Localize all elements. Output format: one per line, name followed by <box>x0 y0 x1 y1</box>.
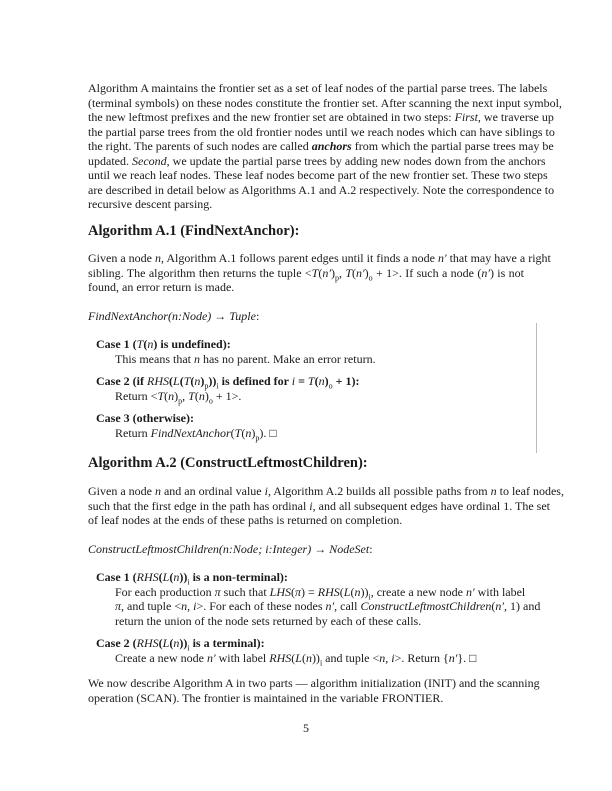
text-run: anchors <box>311 139 352 153</box>
text-run: , create a new node <box>370 584 466 599</box>
text-run: >. For each of these nodes <box>196 599 326 613</box>
text-run: We now describe Algorithm A in two parts — algorithm initialization (INIT) and the scanning <box>88 676 540 690</box>
text-run: recursive descent parsing. <box>88 197 213 211</box>
text-run: L <box>162 636 170 650</box>
text-run: + 1): <box>332 374 360 388</box>
text-run: is defined for <box>218 374 292 388</box>
page-number: 5 <box>303 721 309 735</box>
text-run: ( <box>352 265 357 280</box>
text-run: n <box>154 251 161 265</box>
intro-line <box>88 198 524 211</box>
text-run: }. □ <box>457 650 477 665</box>
text-run: i <box>216 381 219 391</box>
text-run: n′ <box>448 650 458 665</box>
text-run: , 1) and <box>504 599 541 613</box>
text-run: FindNextAnchor <box>150 425 231 440</box>
text-run: n′ <box>465 584 475 599</box>
text-run: : <box>255 309 260 323</box>
text-run: n <box>147 337 154 351</box>
text-run: n′ <box>356 265 365 280</box>
a2-case-body <box>115 652 524 665</box>
text-run: RHS <box>269 650 292 665</box>
text-run: operation (SCAN). The frontier is maintained in the variable FRONTIER. <box>88 690 444 705</box>
text-run: n′ <box>325 599 335 613</box>
text-run: FindNextAnchor(n:Node) → Tuple <box>88 309 256 323</box>
text-run: has no parent. Make an error return. <box>199 351 376 366</box>
text-run: )) <box>208 374 217 388</box>
text-run: )) <box>179 570 188 584</box>
a1-case-body <box>115 427 524 440</box>
text-run: ( <box>301 650 306 665</box>
text-run: (terminal symbols) on these nodes constitute the frontier set. After scanning the next input symbol, <box>88 95 562 110</box>
text-run: i <box>319 657 323 667</box>
text-run: o <box>328 381 333 391</box>
text-run: n <box>354 584 361 599</box>
text-run: ( <box>179 374 184 388</box>
intro-line <box>88 110 554 124</box>
text-run: with label <box>474 584 526 599</box>
a1-case-heading <box>96 338 524 351</box>
text-run: n <box>154 484 161 498</box>
text-run: Case 1 ( <box>96 337 137 351</box>
a2-case-body <box>115 586 524 599</box>
text-run: , we traverse up <box>477 110 554 124</box>
text-run: such that the first edge in the path has ordinal <box>88 498 310 513</box>
intro-line <box>88 81 548 95</box>
intro-line <box>88 182 555 197</box>
a1-description-line <box>88 251 551 265</box>
text-run: i <box>368 591 371 601</box>
text-run: , <box>385 650 392 665</box>
text-run: i <box>193 599 197 613</box>
intro-line <box>88 168 548 182</box>
text-run: n <box>168 388 175 403</box>
text-run: ) is undefined): <box>153 337 231 351</box>
text-run: that may have a right <box>446 251 551 265</box>
text-run: n <box>198 388 205 403</box>
text-run: , Algorithm A.2 builds all possible paths from <box>267 484 491 498</box>
text-run: Create a new node <box>115 650 207 665</box>
a1-case-heading <box>96 374 524 391</box>
text-run: Case 2 ( <box>96 636 137 650</box>
a2-description-line <box>88 484 564 498</box>
text-run: the new leftmost prefixes and the new frontier set are obtained in two steps: <box>88 110 455 124</box>
text-run: n <box>318 374 325 388</box>
text-run: the right. The parents of such nodes are called <box>88 139 312 153</box>
text-run: = <box>295 374 308 388</box>
text-run: and an ordinal value <box>160 484 265 498</box>
text-run: i <box>309 498 313 513</box>
text-run: T <box>157 388 165 403</box>
text-run: ( <box>291 584 295 599</box>
text-run: return the union of the node sets returned by each of these calls. <box>115 613 422 628</box>
text-run: LHS <box>269 584 291 599</box>
text-run: o <box>208 395 213 405</box>
text-run: ) = <box>301 584 318 599</box>
text-run: n′ <box>206 650 216 665</box>
text-run: )) <box>179 636 188 650</box>
text-run: are described in detail below as Algorithms A.1 and A.2 respectively. Note the correspondence to <box>88 182 555 197</box>
text-run: , <box>182 388 189 403</box>
text-run: T <box>183 374 191 388</box>
text-run: Return <box>115 425 151 440</box>
text-run: ) <box>364 265 369 280</box>
text-run: L <box>162 570 170 584</box>
text-run: ( <box>491 599 496 613</box>
text-run: Case 2 (if <box>96 374 147 388</box>
text-run: is a non-terminal): <box>189 570 288 584</box>
text-run: i <box>187 577 190 587</box>
text-run: ( <box>164 388 169 403</box>
text-run: Second <box>132 153 167 168</box>
margin-bar <box>536 323 537 453</box>
text-run: n <box>181 599 188 613</box>
intro-line <box>88 95 562 110</box>
text-run: , we update the partial parse trees by adding new nodes down from the anchors <box>166 153 546 168</box>
text-run: ( <box>314 374 319 388</box>
text-run: L <box>343 584 351 599</box>
text-run: Given a node <box>88 251 155 265</box>
text-run: RHS <box>317 584 340 599</box>
text-run: , and all subsequent edges have ordinal 1. The set <box>312 498 551 513</box>
text-run: For each production <box>115 584 215 599</box>
text-run: ConstructLeftmostChildren <box>360 599 492 613</box>
text-run: is a terminal): <box>189 636 265 650</box>
text-run: n′ <box>437 251 447 265</box>
text-run: T <box>307 374 315 388</box>
text-run: of leaf nodes at the ends of these paths is returned on completion. <box>88 513 403 527</box>
text-run: n <box>173 570 180 584</box>
text-run: , and tuple < <box>121 599 182 613</box>
text-run: ). □ <box>259 425 277 440</box>
text-run: n <box>305 650 312 665</box>
text-run: RHS <box>147 374 169 388</box>
text-run: π <box>214 584 221 599</box>
text-run: ( <box>190 374 195 388</box>
a1-case-body <box>115 390 524 403</box>
intro-line <box>88 139 554 153</box>
a1-signature <box>88 310 524 323</box>
text-run: n <box>490 484 497 498</box>
a1-case-body <box>115 353 524 366</box>
text-run: )) <box>360 584 369 599</box>
text-run: n′ <box>481 265 490 280</box>
a1-case-heading <box>96 412 524 425</box>
text-run: π <box>295 584 302 599</box>
a2-case-heading <box>96 636 524 653</box>
text-run: + 1>. If such a node ( <box>372 265 482 280</box>
text-run: ) <box>251 425 256 440</box>
text-run: from which the partial parse trees may be <box>351 139 554 153</box>
a1-description-line <box>88 267 524 280</box>
text-run: Algorithm A maintains the frontier set as a set of leaf nodes of the partial parse trees. The labels <box>88 81 548 95</box>
a2-description-line <box>88 498 551 513</box>
text-run: n′ <box>495 599 505 613</box>
text-run: n <box>194 374 201 388</box>
text-run: ( <box>230 425 235 440</box>
a2-signature <box>88 543 524 556</box>
a1-description-line <box>88 281 524 294</box>
heading-algorithm-a2: Algorithm A.2 (ConstructLeftmostChildren): <box>88 455 368 471</box>
text-run: , <box>338 265 346 280</box>
text-run: sibling. The algorithm then returns the tuple < <box>88 265 312 280</box>
closing-line <box>88 692 524 705</box>
text-run: RHS <box>136 636 159 650</box>
text-run: p <box>204 381 209 391</box>
text-run: and tuple < <box>322 650 380 665</box>
text-run: ) <box>324 374 329 388</box>
text-run: found, an error return is made. <box>88 280 235 294</box>
text-run: L <box>295 650 302 665</box>
text-run: >. Return { <box>394 650 449 665</box>
text-run: T <box>311 265 319 280</box>
a2-case-heading <box>96 570 524 587</box>
text-run: This means that <box>115 351 194 366</box>
text-run: ( <box>143 337 148 351</box>
text-run: ) <box>330 265 335 280</box>
text-run: Return < <box>115 388 158 403</box>
text-run: T <box>234 425 242 440</box>
text-run: + 1>. <box>212 388 242 403</box>
text-run: π <box>115 599 122 613</box>
text-run: n′ <box>322 265 331 280</box>
text-run: ( <box>241 425 246 440</box>
heading-algorithm-a1: Algorithm A.1 (FindNextAnchor): <box>88 223 300 239</box>
text-run: , Algorithm A.1 follows parent edges until it finds a node <box>160 251 438 265</box>
text-run: T <box>345 265 353 280</box>
text-run: p <box>255 432 260 442</box>
text-run: i <box>391 650 395 665</box>
text-run: ( <box>169 374 173 388</box>
text-run: ( <box>291 650 296 665</box>
closing-line <box>88 676 540 690</box>
text-run: T <box>188 388 195 403</box>
text-run: T <box>136 337 144 351</box>
text-run: ( <box>169 636 174 650</box>
text-run: ( <box>169 570 174 584</box>
text-run: , call <box>334 599 361 613</box>
text-run: n <box>245 425 252 440</box>
text-run: ) <box>174 388 179 403</box>
text-run: First <box>454 110 478 124</box>
text-run: ( <box>318 265 323 280</box>
text-run: : <box>369 542 373 556</box>
text-run: i <box>264 484 268 498</box>
text-run: p <box>178 395 183 405</box>
intro-line <box>88 124 555 139</box>
text-run: ( <box>158 636 163 650</box>
text-run: i <box>187 643 190 653</box>
intro-line <box>88 153 546 168</box>
text-run: o <box>368 272 373 282</box>
text-run: p <box>334 272 339 282</box>
text-run: )) <box>311 650 320 665</box>
text-run: L <box>173 374 180 388</box>
a2-case-body <box>115 615 524 628</box>
a2-description-line <box>88 514 524 527</box>
text-run: n <box>193 351 200 366</box>
text-run: the partial parse trees from the old frontier nodes until we reach nodes which can have siblings to <box>88 124 555 139</box>
a2-case-body <box>115 599 541 613</box>
text-run: Case 3 (otherwise): <box>96 411 194 425</box>
text-run: Given a node <box>88 484 155 498</box>
text-run: ) <box>200 374 205 388</box>
text-run: , <box>187 599 194 613</box>
text-run: ) is not <box>489 265 524 280</box>
text-run: ( <box>350 584 355 599</box>
text-run: to leaf nodes, <box>496 484 564 498</box>
text-run: with label <box>215 650 270 665</box>
text-run: until we reach leaf nodes. These leaf nodes become part of the new frontier set. These two steps <box>88 168 548 182</box>
text-run: RHS <box>136 570 159 584</box>
text-run: updated. <box>88 153 132 168</box>
text-run: n <box>379 650 386 665</box>
text-run: i <box>291 374 296 388</box>
text-run: ) <box>204 388 209 403</box>
text-run: ( <box>158 570 163 584</box>
text-run: Case 1 ( <box>96 570 137 584</box>
text-run: such that <box>220 584 270 599</box>
text-run: ConstructLeftmostChildren(n:Node; i:Integer) → NodeSet <box>88 542 370 556</box>
text-run: n <box>173 636 180 650</box>
text-run: ( <box>194 388 199 403</box>
text-run: ( <box>339 584 344 599</box>
